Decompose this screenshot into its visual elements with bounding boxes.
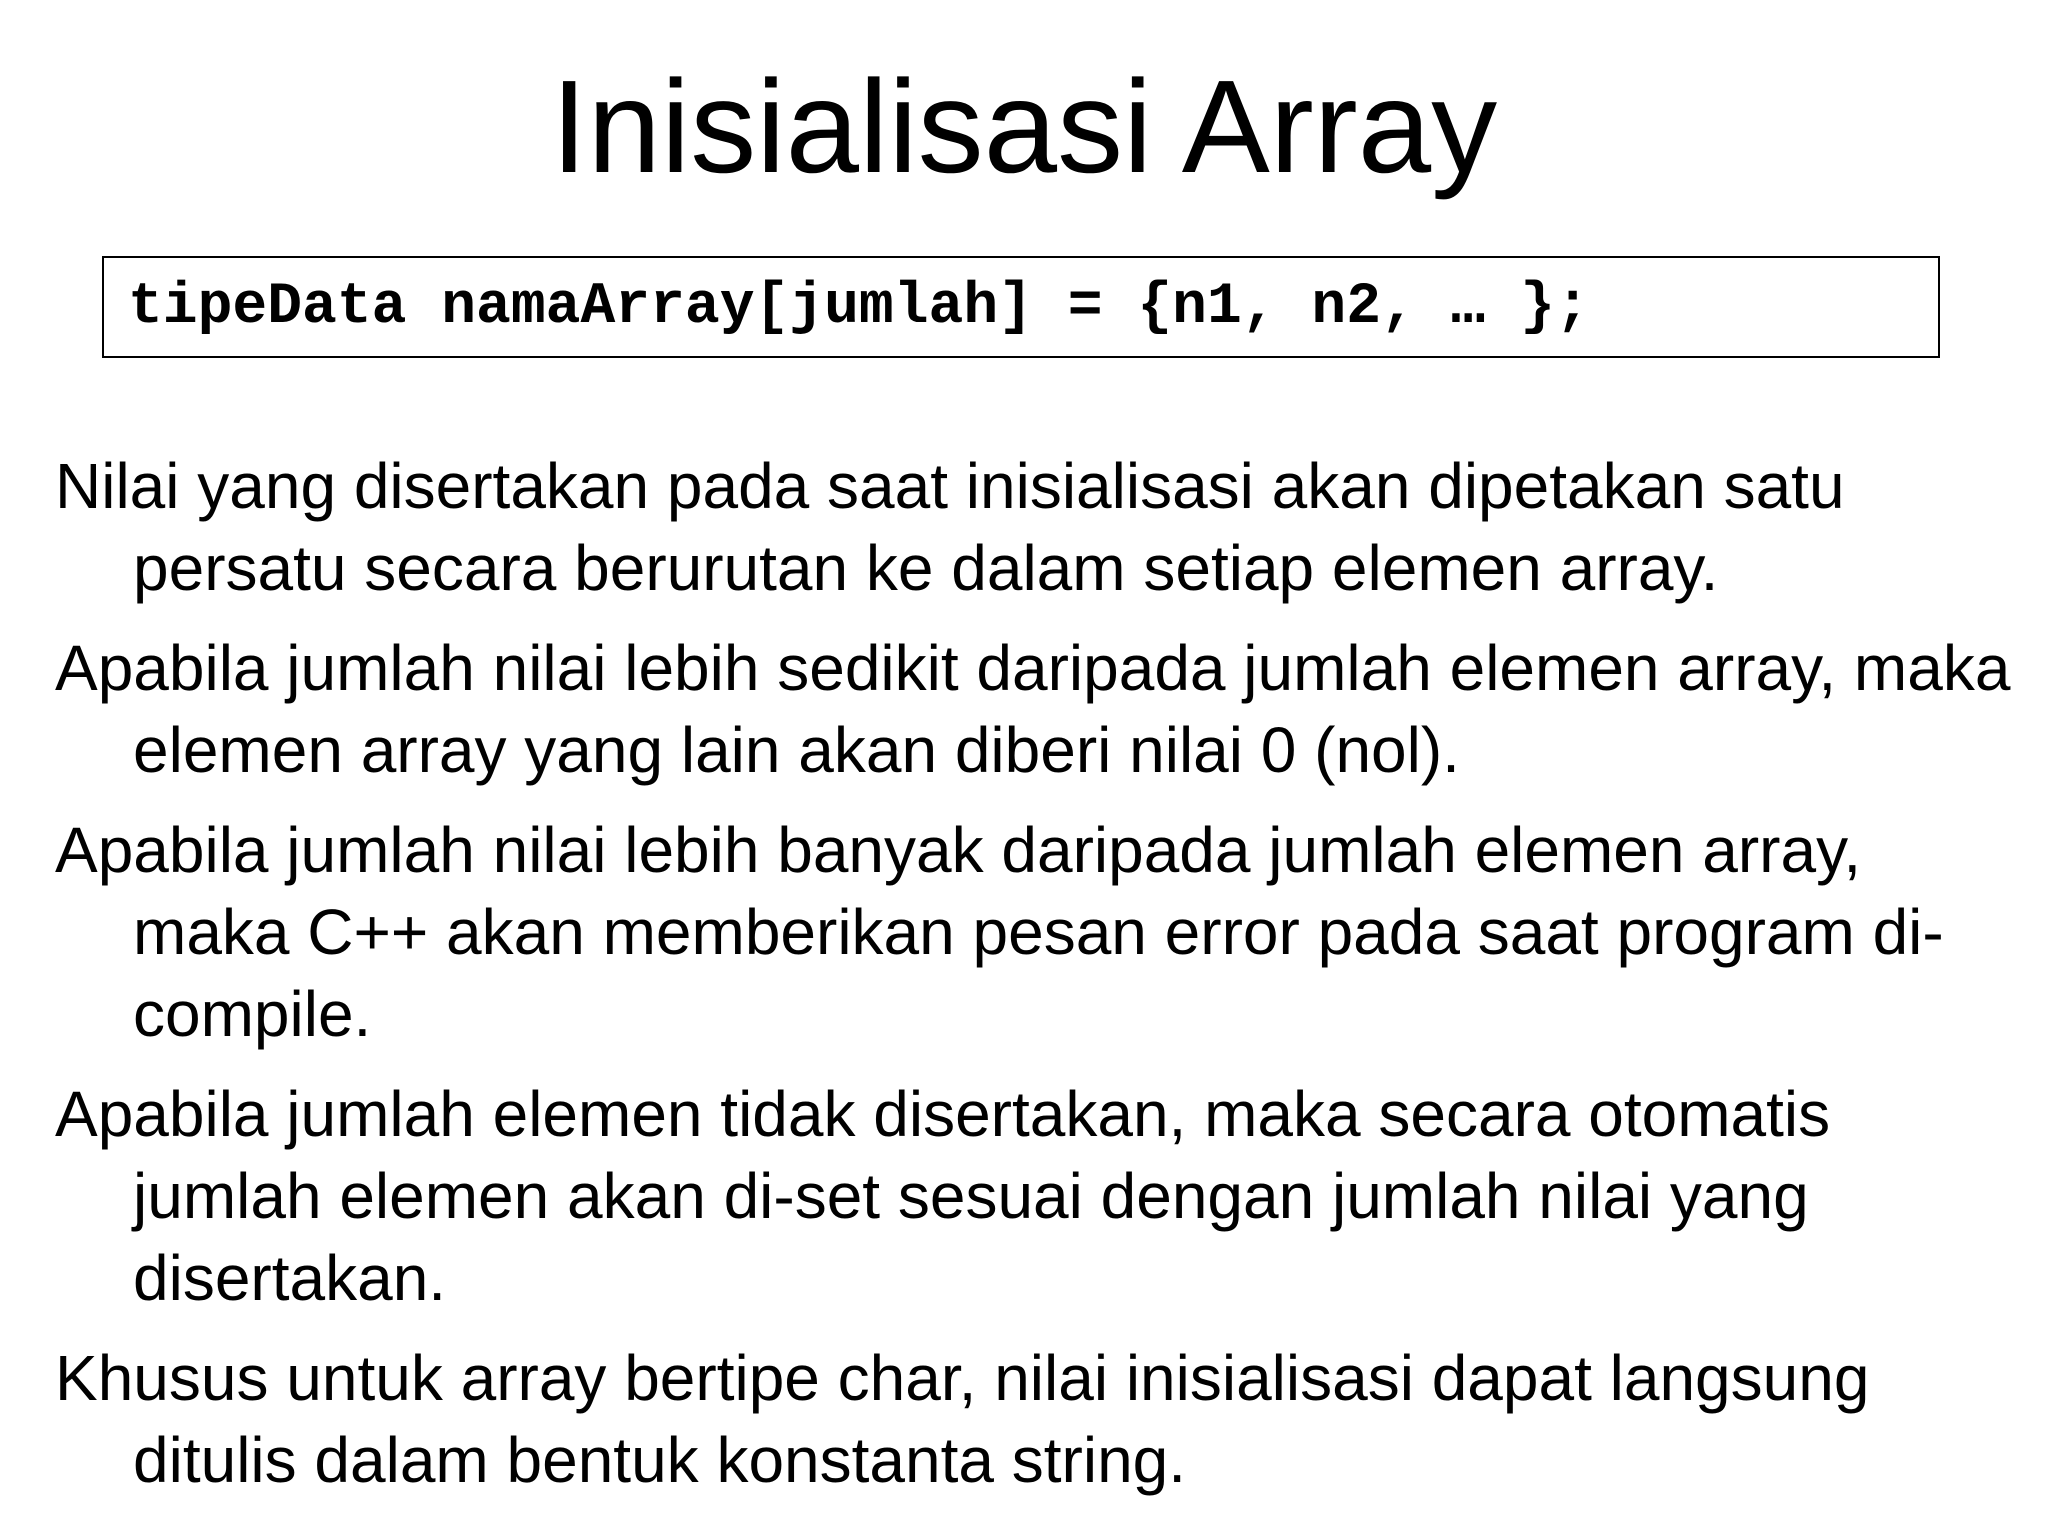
slide-title: Inisialisasi Array: [550, 53, 1498, 200]
paragraph-no-size: Apabila jumlah elemen tidak disertakan, maka secara otomatis jumlah elemen akan di-set sesuai dengan jumlah nilai yang disertakan.: [55, 1078, 1831, 1314]
paragraph-mapping: Nilai yang disertakan pada saat inisialisasi akan dipetakan satu persatu secara berurutan ke dalam setiap elemen array.: [55, 450, 1845, 604]
paragraph-fewer-values: Apabila jumlah nilai lebih sedikit daripada jumlah elemen array, maka elemen array yang lain akan diberi nilai 0 (nol).: [55, 632, 2011, 786]
code-syntax-box: [102, 256, 1940, 358]
body-paragraphs: [55, 445, 2015, 1519]
paragraph-more-values: Apabila jumlah nilai lebih banyak daripada jumlah elemen array, maka C++ akan memberikan pesan error pada saat program di-compile.: [55, 814, 1944, 1050]
code-syntax-text: tipeData namaArray[jumlah] = {n1, n2, … };: [128, 275, 1590, 340]
paragraph-char-array: Khusus untuk array bertipe char, nilai inisialisasi dapat langsung ditulis dalam bentuk konstanta string.: [55, 1342, 1870, 1496]
